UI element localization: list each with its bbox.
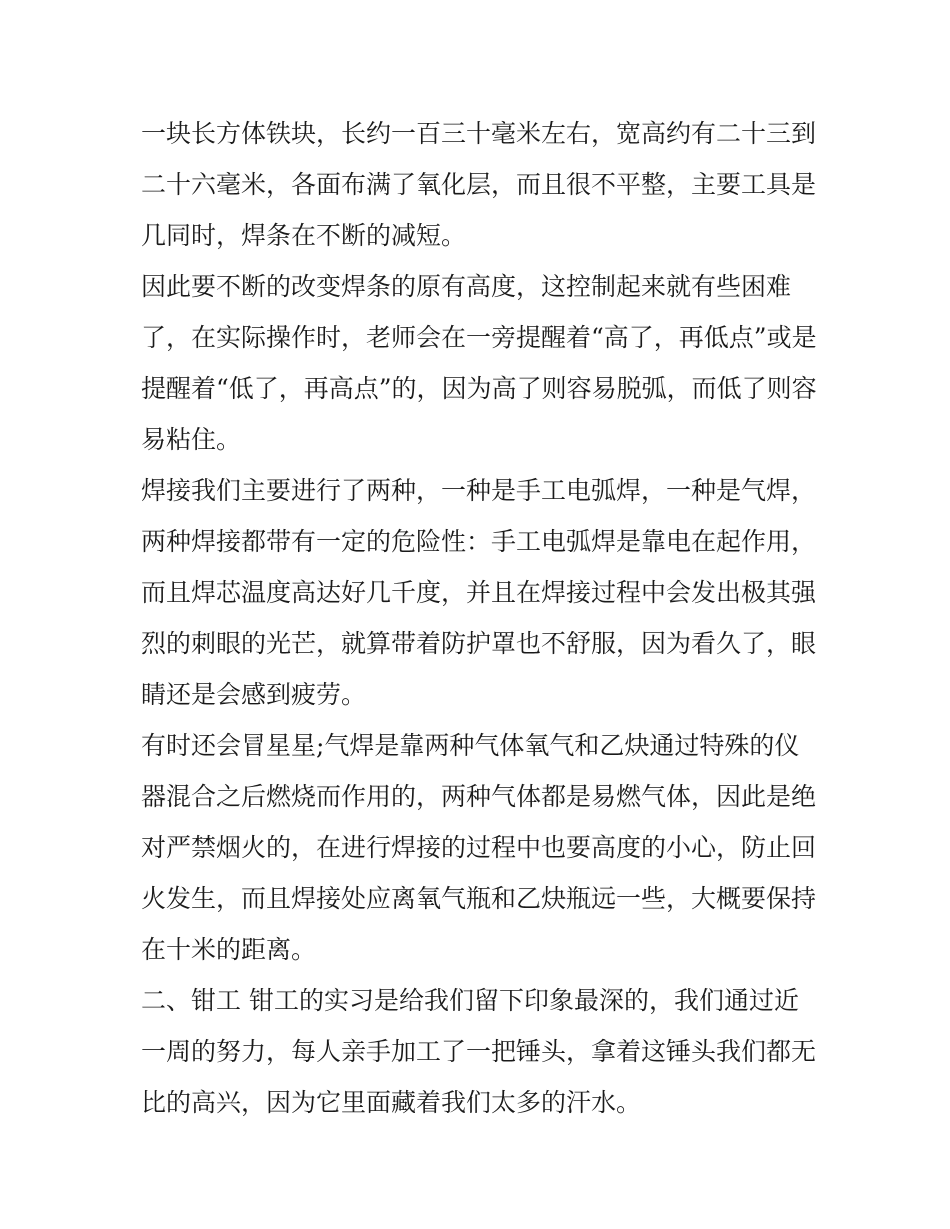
text-line: 二十六毫米，各面布满了氧化层，而且很不平整，主要工具是 [141,170,817,199]
text-line: 二、钳工 钳工的实习是给我们留下印象最深的，我们通过近 [141,986,799,1015]
text-line: 两种焊接都带有一定的危险性：手工电弧焊是靠电在起作用， [141,527,817,556]
text-line: 了，在实际操作时，老师会在一旁提醒着“高了，再低点”或是 [141,323,817,352]
text-line: 而且焊芯温度高达好几千度，并且在焊接过程中会发出极其强 [141,578,817,607]
text-line: 几同时，焊条在不断的减短。 [141,221,467,250]
text-line: 在十米的距离。 [141,935,317,964]
text-line: 一周的努力，每人亲手加工了一把锤头，拿着这锤头我们都无 [141,1037,817,1066]
text-line: 焊接我们主要进行了两种，一种是手工电弧焊，一种是气焊， [141,476,817,505]
text-line: 易粘住。 [141,425,242,454]
text-line: 烈的刺眼的光芒，就算带着防护罩也不舒服，因为看久了，眼 [141,629,817,658]
text-line: 火发生，而且焊接处应离氧气瓶和乙炔瓶远一些，大概要保持 [141,884,817,913]
text-line: 有时还会冒星星;气焊是靠两种气体氧气和乙炔通过特殊的仪 [141,731,800,760]
text-line: 器混合之后燃烧而作用的，两种气体都是易燃气体，因此是绝 [141,782,817,811]
text-line: 比的高兴，因为它里面藏着我们太多的汗水。 [141,1088,642,1117]
text-line: 因此要不断的改变焊条的原有高度，这控制起来就有些困难 [141,272,792,301]
document-body [141,108,817,1128]
text-line: 对严禁烟火的，在进行焊接的过程中也要高度的小心，防止回 [141,833,817,862]
text-line: 提醒着“低了，再高点”的，因为高了则容易脱弧，而低了则容 [141,374,817,403]
text-line: 睛还是会感到疲劳。 [141,680,367,709]
text-line: 一块长方体铁块，长约一百三十毫米左右，宽高约有二十三到 [141,119,817,148]
